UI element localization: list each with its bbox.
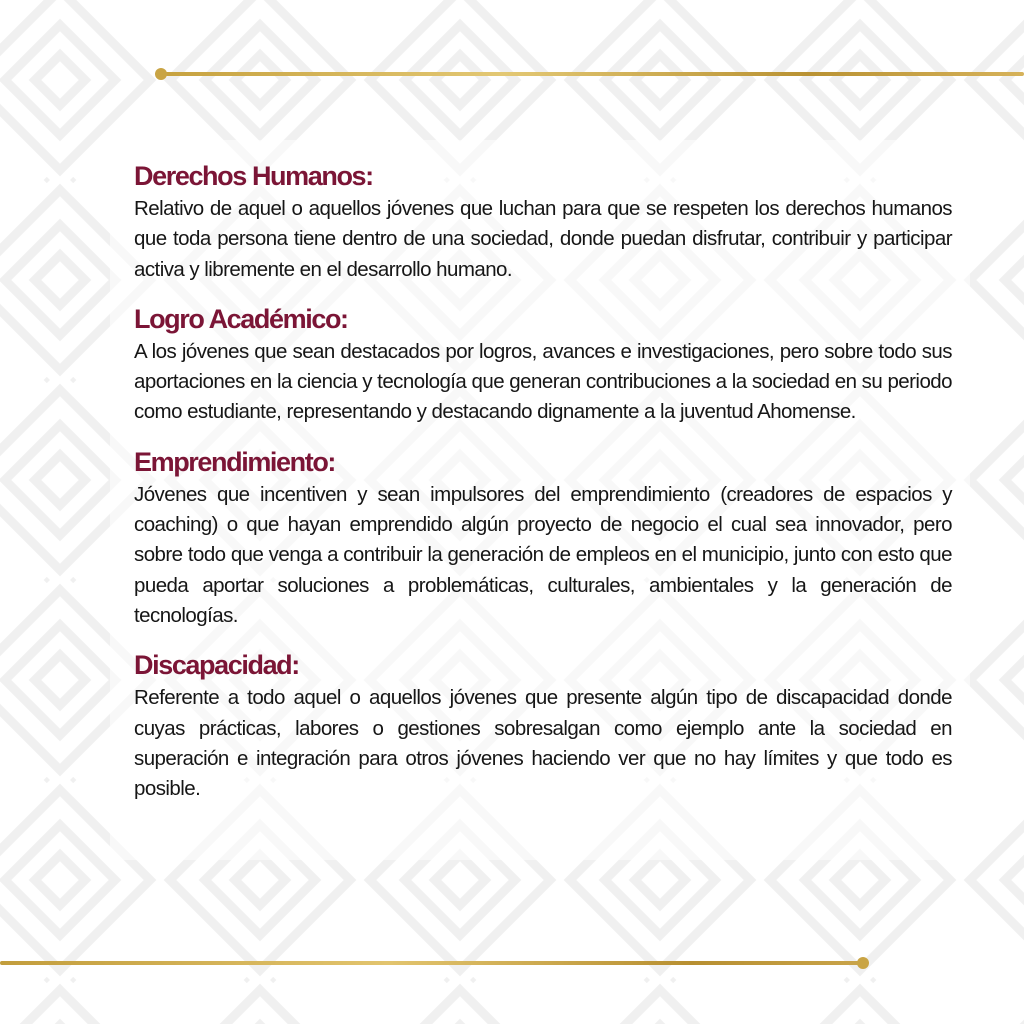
category-description: Relativo de aquel o aquellos jóvenes que luchan para que se respeten los derechos humanos que toda persona tiene dentro de una sociedad, donde puedan disfrutar, contribuir y participar activa y libremente en el desarrollo humano. xyxy=(134,197,952,281)
category-discapacidad xyxy=(134,647,952,804)
category-title: Discapacidad: xyxy=(134,650,299,681)
bottom-rule-end-dot xyxy=(857,957,869,969)
award-categories xyxy=(134,158,952,820)
category-title: Emprendimiento: xyxy=(134,446,336,477)
category-description: Jóvenes que incentiven y sean impulsores del emprendimiento (creadores de espacios y coaching) o que hayan emprendido algún proyecto de negocio el cual sea innovador, pero sobre todo que venga a contribuir la generación de empleos en el municipio, junto con esto que pueda aportar soluciones a problemáticas, culturales, ambientales y la generación de tecnologías. xyxy=(134,482,952,627)
bottom-gold-rule xyxy=(0,961,864,965)
category-emprendimiento xyxy=(134,444,952,631)
category-logro-academico xyxy=(134,301,952,428)
top-rule-end-dot xyxy=(155,68,167,80)
category-description: A los jóvenes que sean destacados por logros, avances e investigaciones, pero sobre todo sus aportaciones en la ciencia y tecnología que generan contribuciones a la sociedad en su periodo como estudiante, representando y destacando dignamente a la juventud Ahomense. xyxy=(134,339,952,424)
category-title: Logro Académico: xyxy=(134,303,348,334)
category-derechos-humanos xyxy=(134,158,952,285)
top-gold-rule xyxy=(158,72,1024,76)
category-title: Derechos Humanos: xyxy=(134,161,373,191)
category-description: Referente a todo aquel o aquellos jóvenes que presente algún tipo de discapacidad donde cuyas prácticas, labores o gestiones sobresalgan como ejemplo ante la sociedad en superación e integración para otros jóvenes haciendo ver que no hay límites y que todo es posible. xyxy=(134,686,952,801)
